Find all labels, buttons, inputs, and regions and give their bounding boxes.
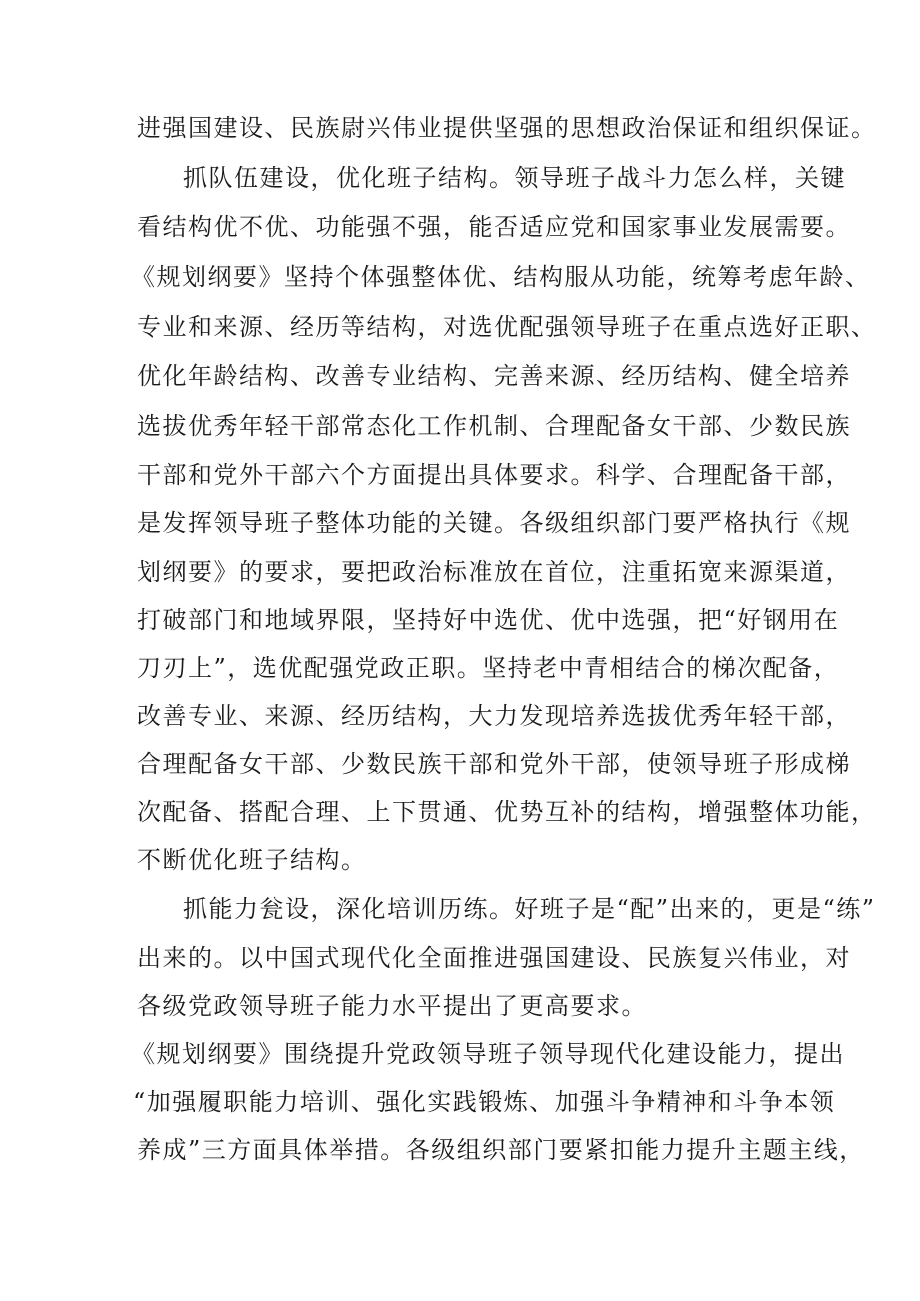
text-line: 选拔优秀年轻干部常态化工作机制、合理配备女干部、少数民族	[137, 412, 851, 440]
paragraph-start-line: 抓能力瓮设，深化培训历练。好班子是“配”出来的，更是“练”	[183, 895, 876, 923]
text-line: 专业和来源、经历等结构，对选优配强领导班子在重点选好正职、	[137, 313, 877, 341]
text-line: 出来的。以中国式现代化全面推进强国建设、民族复兴伟业，对	[137, 944, 851, 972]
text-line: 干部和党外干部六个方面提出具体要求。科学、合理配备干部，	[137, 461, 851, 489]
text-line: 优化年龄结构、改善专业结构、完善来源、经历结构、健全培养	[137, 362, 851, 390]
text-line: 改善专业、来源、经历结构，大力发现培养选拔优秀年轻干部，	[137, 702, 851, 730]
text-line: 进强国建设、民族尉兴伟业提供坚强的思想政治保证和组织保证。	[137, 114, 877, 142]
text-line: 划纲要》的要求，要把政治标准放在首位，注重拓宽来源渠道，	[137, 558, 851, 586]
text-line: 次配备、搭配合理、上下贯通、优势互补的结构，增强整体功能，	[137, 798, 877, 826]
text-line: 养成”三方面具体举措。各级组织部门要紧扣能力提升主题主线，	[137, 1136, 865, 1164]
paragraph-start-line: 抓队伍建设，优化班子结构。领导班子战斗力怎么样，关键	[183, 164, 846, 192]
text-line: 看结构优不优、功能强不强，能否适应党和国家事业发展需要。	[137, 213, 851, 241]
paragraph-end-line: 不断优化班子结构。	[137, 846, 367, 874]
text-line: 各级党政领导班子能力水平提出了更高要求。	[137, 992, 647, 1020]
text-line: 《规划纲要》围绕提升党政领导班子领导现代化建设能力，提出	[131, 1040, 845, 1068]
text-line: “加强履职能力培训、强化实践锻炼、加强斗争精神和斗争本领	[133, 1088, 836, 1116]
text-line: 合理配备女干部、少数民族干部和党外干部，使领导班子形成梯	[137, 750, 851, 778]
text-line: 是发挥领导班子整体功能的关键。各级组织部门要严格执行《规	[137, 509, 851, 537]
text-line: 打破部门和地域界限，坚持好中选优、优中选强，把“好钢用在	[137, 606, 840, 634]
text-line: 《规划纲要》坚持个体强整体优、结构服从功能，统筹考虑年龄、	[131, 263, 871, 291]
text-line: 刀刃上”，选优配强党政正职。坚持老中青相结合的梯次配备，	[137, 654, 840, 682]
